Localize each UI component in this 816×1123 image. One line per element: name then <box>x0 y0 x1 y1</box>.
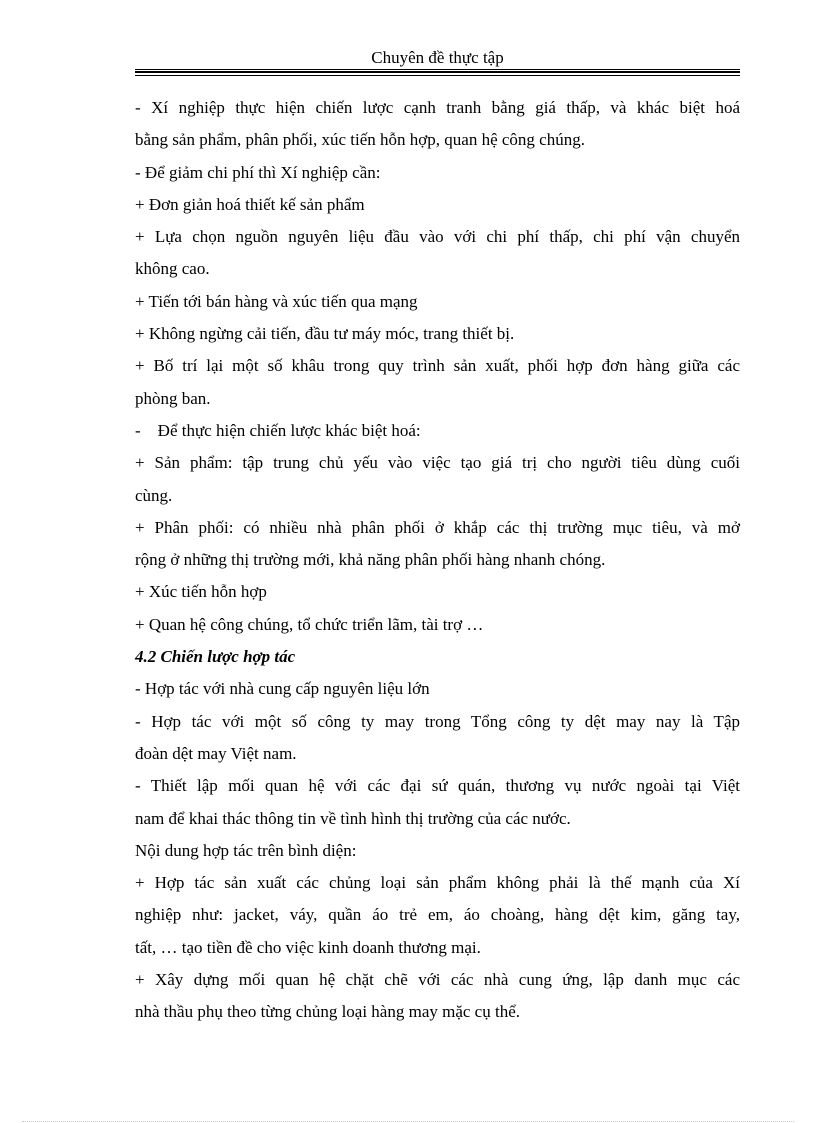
text-line: + Lựa chọn nguồn nguyên liệu đầu vào với chi phí thấp, chi phí vận chuyển <box>135 227 740 247</box>
text-line: cùng. <box>135 485 173 505</box>
text-line: + Xúc tiến hỗn hợp <box>135 582 267 602</box>
text-line: đoàn dệt may Việt nam. <box>135 743 297 763</box>
text-line: bằng sản phẩm, phân phối, xúc tiến hỗn hợp, quan hệ công chúng. <box>135 130 585 150</box>
text-line: + Hợp tác sản xuất các chủng loại sản phẩm không phải là thế mạnh của Xí <box>135 873 740 893</box>
text-line: + Sản phẩm: tập trung chủ yếu vào việc tạo giá trị cho người tiêu dùng cuối <box>135 453 740 473</box>
text-line: - Hợp tác với nhà cung cấp nguyên liệu lớn <box>135 679 430 699</box>
page-header-title: Chuyên đề thực tập <box>371 48 504 67</box>
section-heading: 4.2 Chiến lược hợp tác <box>135 647 296 667</box>
header-rule-top <box>135 69 740 70</box>
text-line: phòng ban. <box>135 388 211 408</box>
page-bottom-border <box>22 1121 794 1122</box>
text-line: nhà thầu phụ theo từng chủng loại hàng may mặc cụ thể. <box>135 1002 520 1022</box>
text-line: - Hợp tác với một số công ty may trong Tổng công ty dệt may nay là Tập <box>135 711 740 731</box>
text-line: + Phân phối: có nhiều nhà phân phối ở khắp các thị trường mục tiêu, và mở <box>135 517 740 537</box>
text-line: - Xí nghiệp thực hiện chiến lược cạnh tranh bằng giá thấp, và khác biệt hoá <box>135 98 740 117</box>
text-line: + Tiến tới bán hàng và xúc tiến qua mạng <box>135 291 418 311</box>
text-line: tất, … tạo tiền đề cho việc kinh doanh thương mại. <box>135 937 481 957</box>
header-rule-middle <box>135 71 740 73</box>
text-line: - Thiết lập mối quan hệ với các đại sứ quán, thương vụ nước ngoài tại Việt <box>135 776 740 796</box>
text-line: + Đơn giản hoá thiết kế sản phẩm <box>135 194 365 214</box>
text-line: nghiệp như: jacket, váy, quần áo trẻ em, áo choàng, hàng dệt kim, găng tay, <box>135 905 740 925</box>
document-body <box>135 92 740 1029</box>
text-line: + Không ngừng cải tiến, đầu tư máy móc, trang thiết bị. <box>135 324 515 344</box>
text-line: nam để khai thác thông tin về tình hình thị trường của các nước. <box>135 808 571 828</box>
header-rule-bottom <box>135 75 740 76</box>
text-line: rộng ở những thị trường mới, khả năng phân phối hàng nhanh chóng. <box>135 550 606 570</box>
text-line: + Quan hệ công chúng, tổ chức triển lãm, tài trợ … <box>135 614 484 634</box>
text-line: - Để thực hiện chiến lược khác biệt hoá: <box>135 420 421 440</box>
text-line: Nội dung hợp tác trên bình diện: <box>135 840 357 860</box>
text-line: không cao. <box>135 259 210 279</box>
text-line: + Xây dựng mối quan hệ chặt chẽ với các nhà cung ứng, lập danh mục các <box>135 970 740 990</box>
text-line: + Bố trí lại một số khâu trong quy trình sản xuất, phối hợp đơn hàng giữa các <box>135 356 740 376</box>
text-line: - Để giảm chi phí thì Xí nghiệp cần: <box>135 162 381 182</box>
